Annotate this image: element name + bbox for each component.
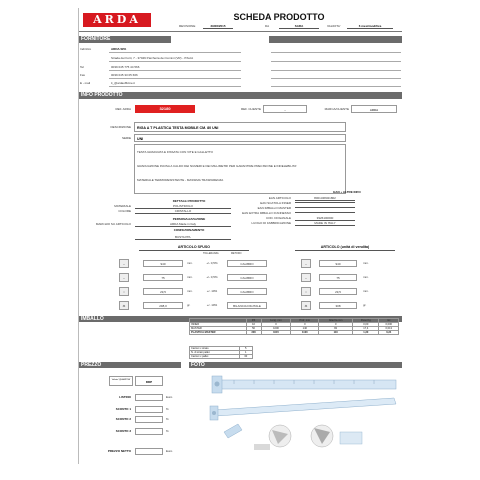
prezzo-unit: Euro (166, 449, 173, 453)
prezzo-input[interactable] (135, 416, 163, 423)
pallet-cell: N. di strati pallet (190, 351, 240, 355)
sfuso-value: 75 (143, 274, 183, 281)
supplier-fax-label: Fax (80, 73, 86, 77)
vendita-unit: gr. (363, 303, 367, 307)
sfuso-unit: mm. (187, 289, 193, 293)
sfuso-value: 29,5 (143, 288, 183, 295)
imballo-table (189, 318, 399, 335)
material-value: POLISTIROLO (135, 205, 231, 209)
section-prezzo: PREZZO (79, 362, 181, 368)
vendita-value: 29,5 (319, 288, 357, 295)
brand-label: MARCA/CLIENTE (324, 107, 349, 111)
imballo-header-cell: Altezza mm (319, 319, 353, 323)
marchio-label: MARCHIO SU ARTICOLO (95, 222, 131, 226)
vendita-value: 940 (319, 260, 357, 267)
sfuso-tol: +/- 10% (206, 289, 218, 293)
validity-label: VALIDITA' (327, 24, 341, 28)
rule (271, 52, 401, 53)
sfuso-unit: mm. (187, 275, 193, 279)
imballo-cell: 0,000 (379, 323, 399, 327)
prezzo-label: SCONTO 1 (115, 407, 131, 411)
pallet-table (189, 346, 253, 359)
prezzo-input[interactable] (135, 448, 163, 455)
vendita-unit: mm. (363, 261, 369, 265)
vendita-value: 75 (319, 274, 357, 281)
section-info-prodotto: INFO PRODOTTO (79, 92, 402, 99)
sfuso-method: CALIBRO (227, 260, 267, 267)
table-row (190, 331, 399, 335)
width-icon: ⇔ (119, 273, 129, 282)
imballo-cell: 110 (319, 331, 353, 335)
prezzo-input[interactable] (135, 428, 163, 435)
rule (109, 52, 241, 53)
section-foto: FOTO (189, 362, 402, 368)
prezzo-ddp-header: DDP (135, 376, 163, 386)
vendita-value: 308 (319, 302, 357, 309)
height-icon: ↕ (119, 287, 129, 296)
supplier-email: it_@ardaofficine.it (111, 81, 136, 85)
desc-value: RIGA A T PLASTICA TESTA MOBILE CM. 80 UNI (134, 122, 346, 132)
articolo-vendita-title: ARTICOLO (unità di vendita) (295, 246, 395, 251)
imballo-header-cell: Lung. mm (261, 319, 291, 323)
imballo-header-cell: Prof. mm (291, 319, 319, 323)
imballo-cell: 0 (319, 323, 353, 327)
rule (271, 78, 401, 79)
ean-label: EAN ARTICOLO (268, 196, 291, 200)
sfuso-value: 298,0 (143, 302, 183, 309)
imballo-cell: 50 (246, 327, 261, 331)
feature-line-1: TESTA GRADUATA E FISSATA CON VITE E GALLETTO (137, 150, 214, 154)
sfuso-tol: +/- 0,5% (206, 275, 218, 279)
logo-text: ARDA (93, 13, 141, 26)
confezionamento-title: CONFEZIONAMENTO (173, 228, 205, 232)
imballo-cell: 0,00 (353, 323, 379, 327)
client-ref-value: - (263, 105, 307, 113)
ean-value (295, 212, 355, 213)
imballo-cell: MASTER (190, 327, 247, 331)
supplier-name: ARDA SPA (111, 47, 127, 51)
pallet-cell: Cartoni x strato (190, 347, 240, 351)
prezzo-unit: % (166, 417, 169, 421)
length-icon: ↔ (301, 259, 311, 268)
prezzo-unit: Euro (166, 395, 173, 399)
ean-label: EAN SCATOLA INNER (260, 201, 291, 205)
section-fornitore-right (269, 36, 402, 43)
prezzo-label: SCONTO 3 (115, 429, 131, 433)
ean-value (295, 202, 355, 203)
metodo-header: METODO (231, 252, 242, 255)
ean-title: EAN + ALTRE INFO (333, 190, 361, 194)
ean-label: EAN EXTRA IMBALLO D'ANNESSO (242, 211, 291, 215)
prezzo-input[interactable] (135, 406, 163, 413)
revision-label: REVISIONE (179, 24, 196, 28)
pallet-cell: 5 (239, 347, 253, 351)
imballo-cell: 1,30 (353, 331, 379, 335)
sfuso-unit: mm. (187, 261, 193, 265)
sfuso-method: BILANCIA DIGITALE (227, 302, 267, 309)
vendita-unit: mm. (363, 289, 369, 293)
brand-value: ARDA (351, 105, 397, 113)
color-label: COLORE (118, 209, 131, 213)
rule (271, 86, 401, 87)
imballo-cell: 10 (246, 323, 261, 327)
supplier-tel-label: Tel (80, 65, 84, 69)
serie-value: UNI (134, 134, 346, 142)
prezzo-input[interactable] (135, 394, 163, 401)
sfuso-method: CALIBRO (227, 288, 267, 295)
prezzo-label: SCONTO 2 (115, 417, 131, 421)
rule (271, 61, 401, 62)
sfuso-method: CALIBRO (227, 274, 267, 281)
color-value: CRISTALLO (135, 210, 231, 214)
prezzo-currency-header: Valuta/ QUANTITA' (109, 376, 133, 386)
revision-date: 29/06/2015 (203, 25, 233, 29)
imballo-cell: 1015 (261, 331, 291, 335)
imballo-cell: 0 (261, 323, 291, 327)
vendita-unit: mm. (363, 275, 369, 279)
imballo-cell: INNER (190, 323, 247, 327)
tolleranza-header: TOLLERANZA (203, 252, 219, 255)
imballo-cell: 82 (319, 327, 353, 331)
ean-value: MADE IN ITALY (295, 222, 355, 226)
serie-label: SERIE (121, 136, 131, 140)
table-row (190, 355, 253, 359)
sfuso-tol: +/- 0,5% (206, 261, 218, 265)
dettagli-title: DETTAGLI PRODOTTO (172, 199, 206, 203)
product-sheet (78, 8, 401, 464)
rule (109, 78, 241, 79)
imballo-cell: 1100 (291, 331, 319, 335)
features-box (134, 144, 346, 194)
articolo-sfuso-title: ARTICOLO SFUSO (139, 246, 249, 251)
supplier-fax: 0039 045 33 05 666 (111, 73, 138, 77)
desc-label: DESCRIZIONE (110, 125, 131, 129)
ean-value (295, 207, 355, 208)
weight-icon: ⚖ (301, 301, 311, 310)
rule (109, 86, 241, 87)
imballo-cell: 140 (291, 327, 319, 331)
section-fornitore: FORNITORE (79, 36, 171, 43)
header-divider (79, 31, 402, 32)
bag-value: BUSTA PPL (135, 236, 231, 240)
ean-value: 3926100000 (295, 217, 355, 221)
supplier-tel: 0039 045 775 44 566 (111, 65, 140, 69)
sfuso-tol: +/- 10% (206, 303, 218, 307)
material-label: MATERIALE (114, 204, 131, 208)
imballo-cell: 17,4 (353, 327, 379, 331)
sfuso-unit: gr. (187, 303, 191, 307)
supplier-address: Strada dei Forti, 7 - 37049 Parcheria dei Comini (VR) - ITALIA (111, 56, 194, 60)
ean-label: COD. DOGANALE (265, 216, 291, 220)
ref-arda-value: 32180 (135, 105, 195, 113)
imballo-cell: 300 (246, 331, 261, 335)
personalizzazione-title: PERSONALIZZAZIONE (172, 217, 206, 221)
imballo-cell: 0,24 (379, 331, 399, 335)
section-imballo: IMBALLO (79, 316, 402, 322)
supplier-name-label: Indirizzo (80, 47, 92, 51)
product-photo (194, 370, 399, 460)
height-icon: ↕ (301, 287, 311, 296)
rule (109, 61, 241, 62)
imballo-cell: 0 (291, 323, 319, 327)
width-icon: ⇔ (301, 273, 311, 282)
imballo-cell: PLASTICA MASTER (190, 331, 247, 335)
ruler-illustration (194, 370, 399, 460)
imballo-cell: 0,013 (379, 327, 399, 331)
pallet-cell: 30 (239, 355, 253, 359)
rule (271, 70, 401, 71)
ref-arda-label: REF. ARDA (115, 107, 131, 111)
rule (109, 70, 241, 71)
ean-label: EAN IMBALLO MASTER (257, 206, 291, 210)
imballo-cell: 1000 (261, 327, 291, 331)
sfuso-value: 940 (143, 260, 183, 267)
arda-logo (83, 13, 151, 27)
by-label: DA (265, 24, 270, 28)
prezzo-unit: % (166, 407, 169, 411)
weight-icon: ⚖ (119, 301, 129, 310)
ean-label: LUOGO DI FABBRICAZIONE (251, 221, 291, 225)
prezzo-label: LISTINO (119, 395, 131, 399)
client-ref-label: REF. CLIENTE (240, 107, 261, 111)
imballo-header-cell: mc (379, 319, 399, 323)
feature-line-2: GRADUAZIONE INCISA A CALDO DEI NUMERI E DEI MILLIMETRI PER GARANTIRE PRECISIONE E INDELEBILITA' (137, 164, 297, 168)
prezzo-label: PREZZO NETTO (107, 449, 131, 453)
supplier-email-label: E - mail (80, 81, 91, 85)
validity-value: 6 mesi/modifica (347, 25, 393, 29)
pallet-cell: Cartoni x pallet (190, 355, 240, 359)
length-icon: ↔ (119, 259, 129, 268)
page-title: SCHEDA PRODOTTO (233, 12, 325, 22)
by-value: SARA (279, 25, 319, 29)
ean-value: 8001348321802 (295, 197, 355, 201)
prezzo-unit: % (166, 429, 169, 433)
imballo-header-cell: PZ (246, 319, 261, 323)
imballo-header-cell: Peso Kg (353, 319, 379, 323)
feature-line-3: MATERIALE TERMORESISTENTE - MASSIMA TRASPARENZA (137, 178, 224, 182)
pallet-cell: 1 (239, 351, 253, 355)
marchio-value: ARDA Made in Italy (135, 223, 231, 227)
